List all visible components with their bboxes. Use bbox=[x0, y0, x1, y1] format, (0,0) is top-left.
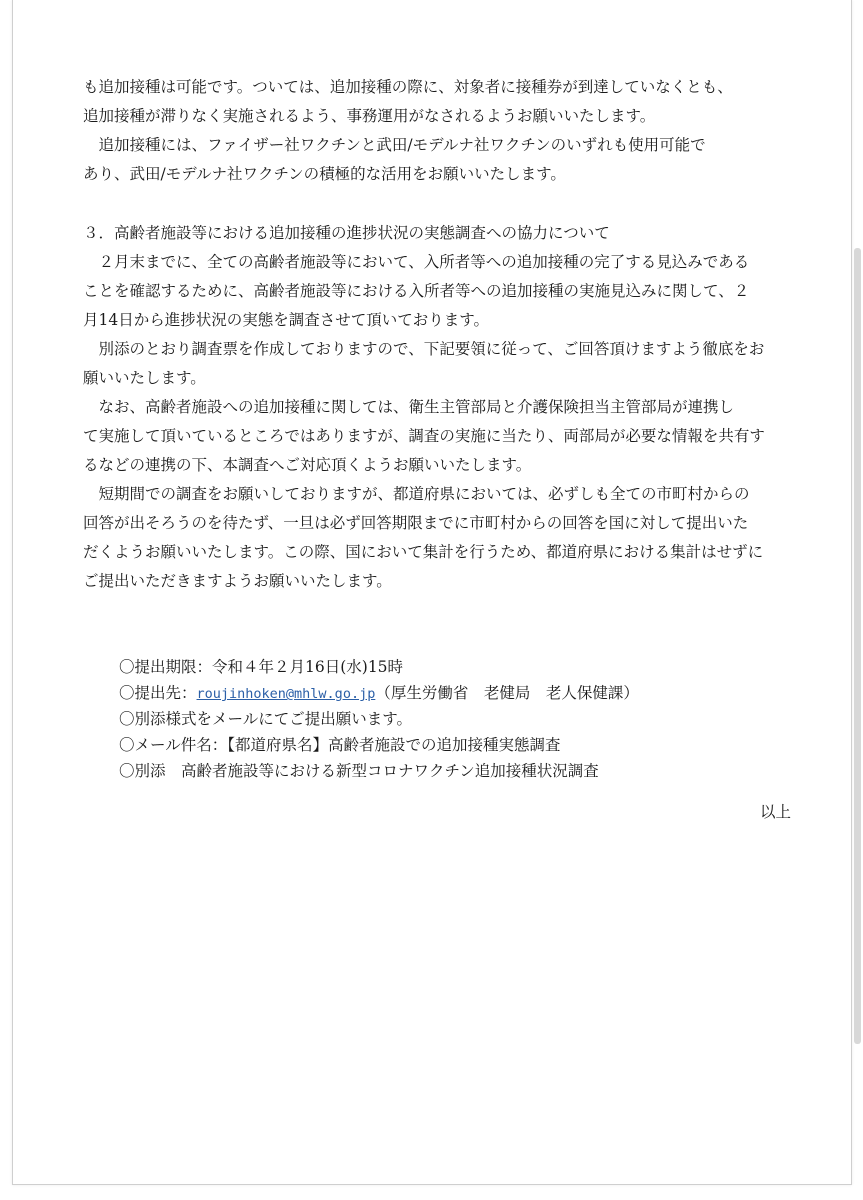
paragraph-line: だくようお願いいたします。この際、国において集計を行うため、都道府県における集計はせずに bbox=[83, 543, 764, 561]
spacer bbox=[83, 596, 803, 654]
spacer bbox=[83, 189, 803, 219]
paragraph-line: て実施して頂いているところではありますが、調査の実施に当たり、両部局が必要な情報を共有す bbox=[83, 427, 765, 445]
bullet-destination bbox=[119, 680, 803, 706]
paragraph-line: 願いいたします。 bbox=[83, 369, 206, 387]
paragraph-line: ことを確認するために、高齢者施設等における入所者等への追加接種の実施見込みに関して、２ bbox=[83, 282, 750, 300]
destination-department: （厚生労働省 老健局 老人保健課） bbox=[375, 684, 639, 702]
paragraph-line: ２月末までに、全ての高齢者施設等において、入所者等への追加接種の完了する見込みである bbox=[83, 253, 750, 271]
bullet-format: 〇別添様式をメールにてご提出願います。 bbox=[119, 710, 412, 728]
paragraph-line: なお、高齢者施設への追加接種に関しては、衛生主管部局と介護保険担当主管部局が連携し bbox=[83, 398, 735, 416]
paragraph-line: も追加接種は可能です。ついては、追加接種の際に、対象者に接種券が到達していなくとも、 bbox=[83, 78, 733, 96]
paragraph-line: ご提出いただきますようお願いいたします。 bbox=[83, 572, 392, 590]
paragraph-line: 追加接種には、ファイザー社ワクチンと武田/モデルナ社ワクチンのいずれも使用可能で bbox=[83, 136, 706, 154]
paragraph-line: 回答が出そろうのを待たず、一旦は必ず回答期限までに市町村からの回答を国に対して提出いた bbox=[83, 514, 749, 532]
bullet-attachment: 〇別添 高齢者施設等における新型コロナワクチン追加接種状況調査 bbox=[119, 762, 599, 780]
paragraph-line: るなどの連携の下、本調査へご対応頂くようお願いいたします。 bbox=[83, 456, 532, 474]
document-body bbox=[83, 73, 803, 827]
paragraph-line: 追加接種が滞りなく実施されるよう、事務運用がなされるようお願いいたします。 bbox=[83, 107, 656, 125]
closing-text: 以上 bbox=[759, 803, 791, 821]
bullet-subject: 〇メール件名：【都道府県名】高齢者施設での追加接種実態調査 bbox=[119, 736, 561, 754]
paragraph-line: 別添のとおり調査票を作成しておりますので、下記要領に従って、ご回答頂けますよう徹底をお bbox=[83, 340, 765, 358]
destination-label: 〇提出先： bbox=[119, 684, 197, 702]
bullet-deadline: 〇提出期限：令和４年２月16日(水)15時 bbox=[119, 658, 404, 676]
paragraph-line: あり、武田/モデルナ社ワクチンの積極的な活用をお願いいたします。 bbox=[83, 165, 566, 183]
paragraph-line: 月14日から進捗状況の実態を調査させて頂いております。 bbox=[83, 311, 489, 329]
submission-details bbox=[83, 654, 803, 784]
spacer bbox=[83, 784, 803, 798]
paragraph-line: 短期間での調査をお願いしておりますが、都道府県においては、必ずしも全ての市町村からの bbox=[83, 485, 750, 503]
email-link[interactable]: roujinhoken@mhlw.go.jp bbox=[196, 686, 376, 702]
section-heading: ３．高齢者施設等における追加接種の進捗状況の実態調査への協力について bbox=[83, 224, 610, 242]
scrollbar-thumb[interactable] bbox=[854, 248, 861, 1044]
